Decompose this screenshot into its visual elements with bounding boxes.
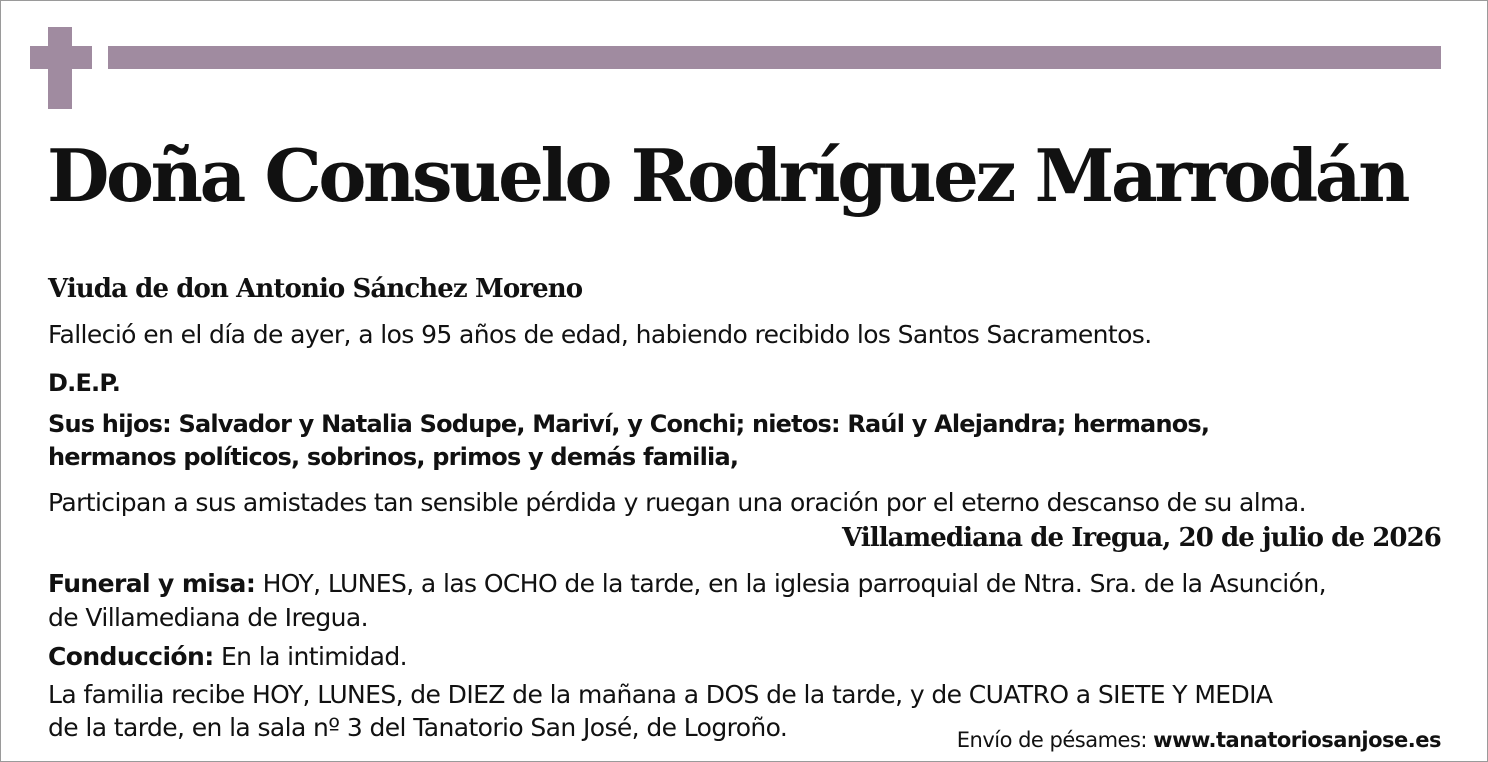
conduccion-line	[48, 642, 407, 671]
rip-line: D.E.P.	[48, 369, 121, 397]
funeral-text-1: HOY, LUNES, a las OCHO de la tarde, en la iglesia parroquial de Ntra. Sra. de la Asunción,	[262, 569, 1326, 598]
funeral-line-2: de Villamediana de Iregua.	[48, 603, 368, 632]
deceased-name: Doña Consuelo Rodríguez Marrodán	[47, 133, 1408, 218]
family-line-2: hermanos políticos, sobrinos, primos y demás familia,	[48, 443, 739, 471]
funeral-line-1	[48, 569, 1326, 598]
place-date-line: Villamediana de Iregua, 20 de julio de 2026	[841, 523, 1441, 553]
participation-line: Participan a sus amistades tan sensible pérdida y ruegan una oración por el eterno descanso de su alma.	[48, 488, 1306, 517]
conduccion-label: Conducción:	[48, 642, 214, 671]
header-rule	[108, 46, 1441, 69]
visitation-line-2: de la tarde, en la sala nº 3 del Tanatorio San José, de Logroño.	[48, 713, 788, 742]
funeral-label: Funeral y misa:	[48, 569, 256, 598]
condolences-footer	[957, 728, 1441, 752]
conduccion-text: En la intimidad.	[220, 642, 407, 671]
death-notice-line: Falleció en el día de ayer, a los 95 años de edad, habiendo recibido los Santos Sacramentos.	[48, 320, 1152, 349]
visitation-line-1: La familia recibe HOY, LUNES, de DIEZ de la mañana a DOS de la tarde, y de CUATRO a SIETE Y MEDIA	[48, 680, 1273, 709]
family-line-1: Sus hijos: Salvador y Natalia Sodupe, Mariví, y Conchi; nietos: Raúl y Alejandra; hermanos,	[48, 410, 1210, 438]
widow-of-line: Viuda de don Antonio Sánchez Moreno	[48, 274, 583, 304]
condolences-label: Envío de pésames:	[956, 728, 1147, 752]
condolences-url: www.tanatoriosanjose.es	[1153, 728, 1441, 752]
cross-horizontal-bar	[30, 46, 92, 69]
